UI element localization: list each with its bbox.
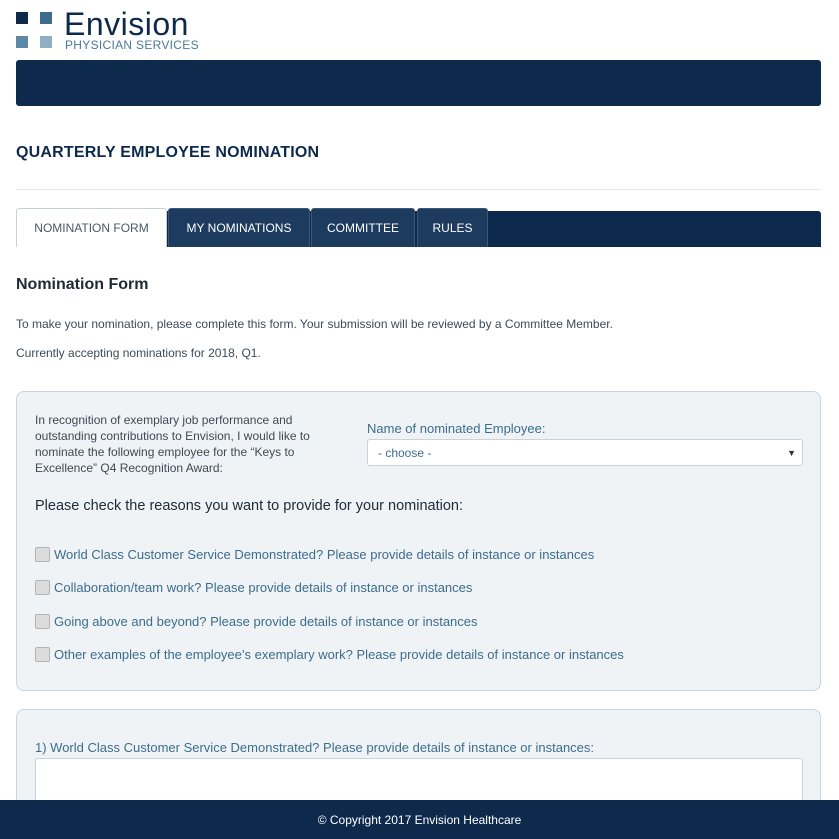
logo-name: Envision xyxy=(64,6,189,42)
title-divider xyxy=(16,189,821,190)
tab-my-nominations[interactable]: MY NOMINATIONS xyxy=(168,208,310,247)
question1-label: 1) World Class Customer Service Demonstrated? Please provide details of instance or instances: xyxy=(35,740,595,755)
top-navigation-bar xyxy=(16,60,821,106)
nominee-select[interactable] xyxy=(367,439,803,466)
reason-collaboration[interactable] xyxy=(35,580,472,595)
recognition-text: In recognition of exemplary job performance and outstanding contributions to Envision, I would like to nominate the following employee for the “Keys to Excellence” Q4 Recognition Award: xyxy=(35,413,310,475)
page-title: QUARTERLY EMPLOYEE NOMINATION xyxy=(16,144,320,161)
tab-bar xyxy=(16,211,821,247)
checkbox[interactable] xyxy=(35,547,50,562)
tab-committee[interactable]: COMMITTEE xyxy=(311,208,415,247)
envision-logo[interactable] xyxy=(16,8,216,52)
reason-customer-service[interactable] xyxy=(35,547,594,562)
intro-text: To make your nomination, please complete this form. Your submission will be reviewed by a Committee Member. xyxy=(16,317,613,331)
tab-nomination-form[interactable]: NOMINATION FORM xyxy=(16,208,167,247)
dropdown-arrow-icon: ▼ xyxy=(787,448,796,458)
copyright-text: © Copyright 2017 Envision Healthcare xyxy=(317,812,522,827)
reason-label: Other examples of the employee’s exemplary work? Please provide details of instance or instances xyxy=(54,647,624,662)
tab-rules[interactable]: RULES xyxy=(417,208,488,247)
logo-subtitle: PHYSICIAN SERVICES xyxy=(65,38,199,52)
check-reasons-prompt: Please check the reasons you want to provide for your nomination: xyxy=(35,498,463,514)
nominee-label: Name of nominated Employee: xyxy=(367,421,546,436)
reason-label: Collaboration/team work? Please provide details of instance or instances xyxy=(54,580,473,595)
nominee-select-value: - choose - xyxy=(378,445,432,460)
checkbox[interactable] xyxy=(35,580,50,595)
reason-other-examples[interactable] xyxy=(35,647,624,662)
checkbox[interactable] xyxy=(35,614,50,629)
reason-label: World Class Customer Service Demonstrated? Please provide details of instance or instances xyxy=(54,547,595,562)
nomination-panel xyxy=(16,391,821,691)
reason-above-and-beyond[interactable] xyxy=(35,614,478,629)
nomination-period-text: Currently accepting nominations for 2018, Q1. xyxy=(16,346,261,360)
form-heading: Nomination Form xyxy=(16,276,149,293)
reason-label: Going above and beyond? Please provide details of instance or instances xyxy=(54,614,478,629)
footer xyxy=(0,800,839,839)
logo-squares-icon xyxy=(16,12,56,52)
checkbox[interactable] xyxy=(35,647,50,662)
